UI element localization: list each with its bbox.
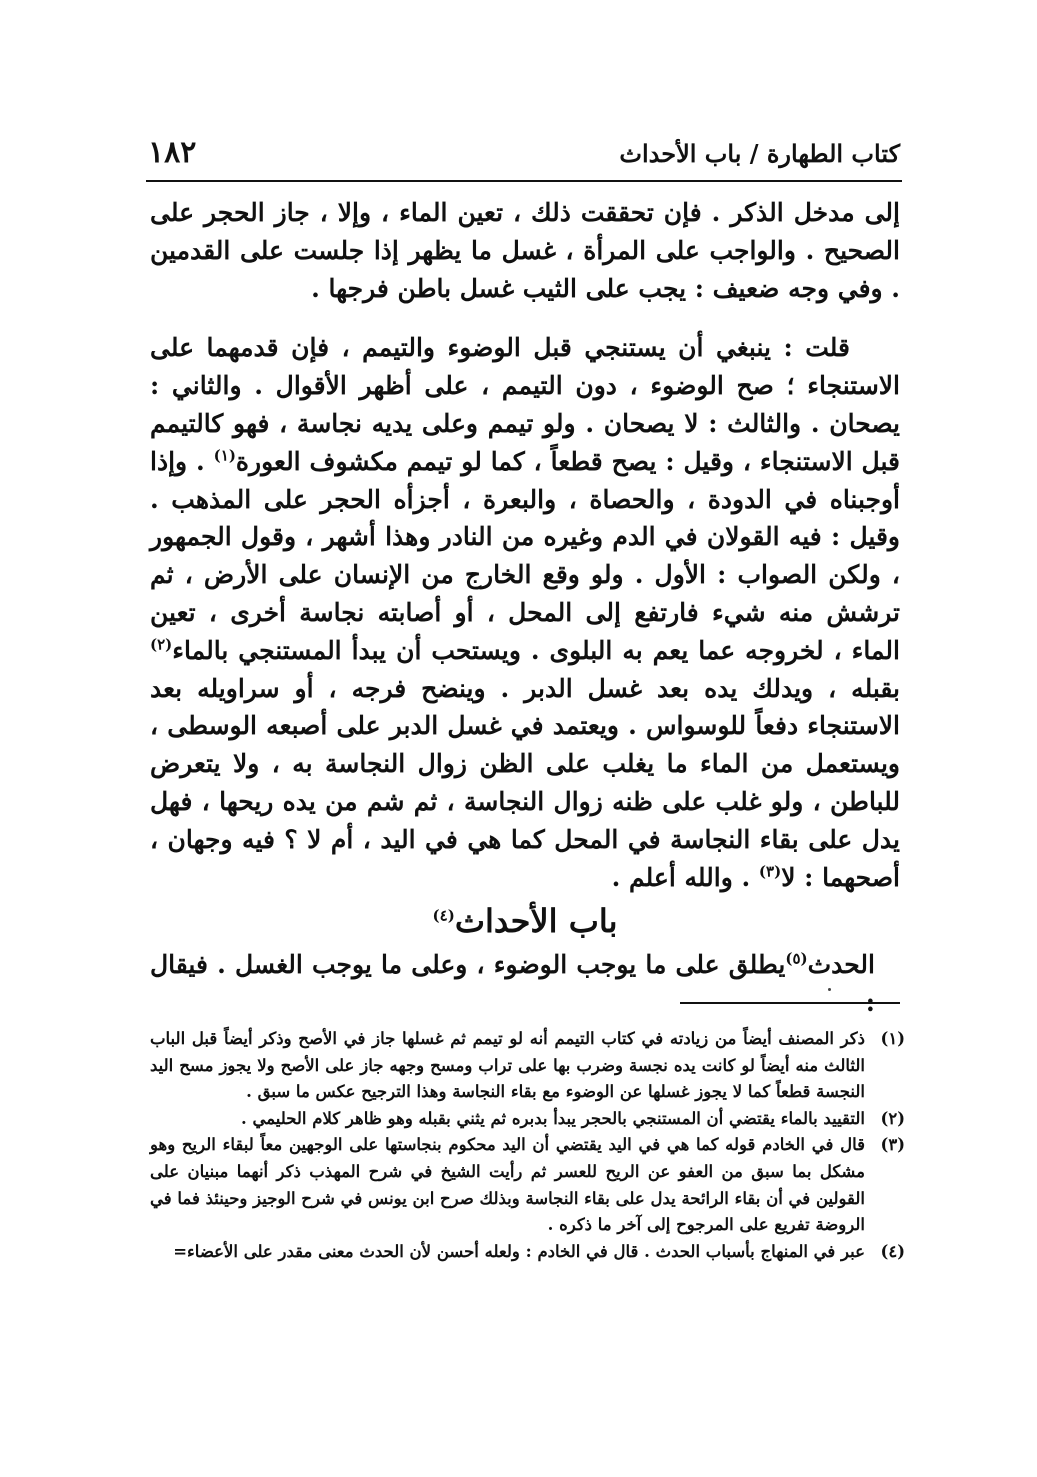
header-rule	[146, 180, 902, 182]
footnote-number: (٤)	[880, 1241, 905, 1261]
paragraph-2-part-3: بقبله ، ويدلك يده بعد غسل الدبر . وينضح فرجه ، أو سراويله بعد الاستنجاء دفعاً للوسواس . ويعتمد في غسل الدبر على أصبعه الوسطى ، ويستعمل من الماء ما يغلب على الظن زوال النجاسة به ، ولا يتعرض للباطن ، ولو غلب على ظنه زوال النجاسة ، ثم شم من يده ريحها ، فهل يدل على بقاء النجاسة في المحل كما هي في اليد ، أم لا ؟ فيه وجهان ، أصحهما : لا	[150, 673, 900, 892]
footnote-text: عبر في المنهاج بأسباب الحدث . قال في الخادم : ولعله أحسن لأن الحدث معنى مقدر على الأعضاء=	[173, 1241, 865, 1261]
footnote-number: (١)	[880, 1029, 905, 1048]
footnote-ref-5[interactable]: (٥)	[785, 949, 808, 968]
paragraph-2-part-2: . وإذا أوجبناه في الدودة ، والحصاة ، والبعرة ، أجزأه الحجر على المذهب . وقيل : فيه القولان في الدم وغيره من النادر وهذا أشهر ، وقول الجمهور ، ولكن الصواب : الأول . ولو وقع الخارج من الإنسان على الأرض ، ثم ترشش منه شيء فارتفع إلى المحل ، أو أصابته نجاسة أخرى ، تعين الماء ، لخروجه عما يعم به البلوى . ويستحب أن يبدأ المستنجي بالماء	[150, 446, 900, 665]
footnote-number: (٢)	[880, 1108, 905, 1128]
footnote-separator	[680, 1002, 900, 1004]
paragraph-2-part-4: . والله أعلم .	[611, 862, 759, 892]
section-heading-text: باب الأحداث	[454, 902, 618, 940]
footnote-1	[150, 1026, 905, 1106]
footnote-2	[150, 1106, 905, 1133]
running-title: كتاب الطهارة / باب الأحداث	[619, 139, 900, 168]
section-heading	[150, 902, 900, 940]
definition-text: يطلق على ما يوجب الوضوء ، وعلى ما يوجب الغسل . فيقال	[150, 950, 786, 979]
paragraph-2	[150, 329, 900, 896]
page-header	[148, 135, 900, 177]
definition-word: الحدث	[807, 950, 875, 979]
page-number: ١٨٢	[148, 135, 197, 170]
paragraph-lead-word: قلت	[805, 333, 850, 363]
footnote-text: ذكر المصنف أيضاً من زيادته في كتاب التيمم أنه لو تيمم ثم غسلها جاز في الأصح وذكر أيضاً قبل الباب الثالث منه أيضاً لو كانت يده نجسة وضرب بها على تراب ومسح وجهه جاز على الأصح ولا يجوز مسح اليد النجسة قطعاً كما لا يجوز غسلها عن الوضوء مع بقاء النجاسة وهذا الترجيح عكس ما سبق .	[150, 1029, 865, 1102]
footnote-ref-1[interactable]: (١)	[213, 446, 236, 465]
footnote-number: (٣)	[880, 1135, 905, 1155]
footnote-text: التقييد بالماء يقتضي أن المستنجي بالحجر يبدأ بدبره ثم يثني بقبله وهو ظاهر كلام الحليمي .	[241, 1108, 865, 1128]
footnote-3	[150, 1132, 905, 1238]
main-text	[150, 194, 900, 896]
footnote-ref-3[interactable]: (٣)	[758, 862, 782, 881]
footnote-ref-2[interactable]: (٢)	[150, 635, 173, 654]
ink-speck	[828, 988, 831, 991]
footnote-text: قال في الخادم قوله كما هي في اليد يقتضي أن اليد محكوم بنجاستها على الوجهين معاً لبقاء الريح وهو مشكل بما سبق من العفو عن الريح للعسر ثم رأيت الشيخ في شرح المهذب ذكر أنهما مبنيان على القولين في أن بقاء الرائحة يدل على بقاء النجاسة وبذلك صرح ابن يونس في شرح الوجيز وحينئذ فما في الروضة تفريع على المرجوح إلى آخر ما ذكره .	[150, 1135, 865, 1235]
paragraph-2-part-1: : ينبغي أن يستنجي قبل الوضوء والتيمم ، فإن قدمهما على الاستنجاء ؛ صح الوضوء ، دون التيمم ، على أظهر الأقوال . والثاني : يصحان . والثالث : لا يصحان . ولو تيمم وعلى يديه نجاسة ، فهو كالتيمم قبل الاستنجاء ، وقيل : يصح قطعاً ، كما لو تيمم مكشوف العورة	[150, 333, 900, 476]
paragraph-1: إلى مدخل الذكر . فإن تحققت ذلك ، تعين الماء ، وإلا ، جاز الحجر على الصحيح . والواجب على المرأة ، غسل ما يظهر إذا جلست على القدمين . وفي وجه ضعيف : يجب على الثيب غسل باطن فرجها .	[150, 198, 900, 303]
footnote-4	[150, 1239, 905, 1266]
footnotes	[150, 1026, 905, 1265]
definition-paragraph	[150, 946, 875, 1022]
footnote-ref-4[interactable]: (٤)	[432, 906, 455, 925]
